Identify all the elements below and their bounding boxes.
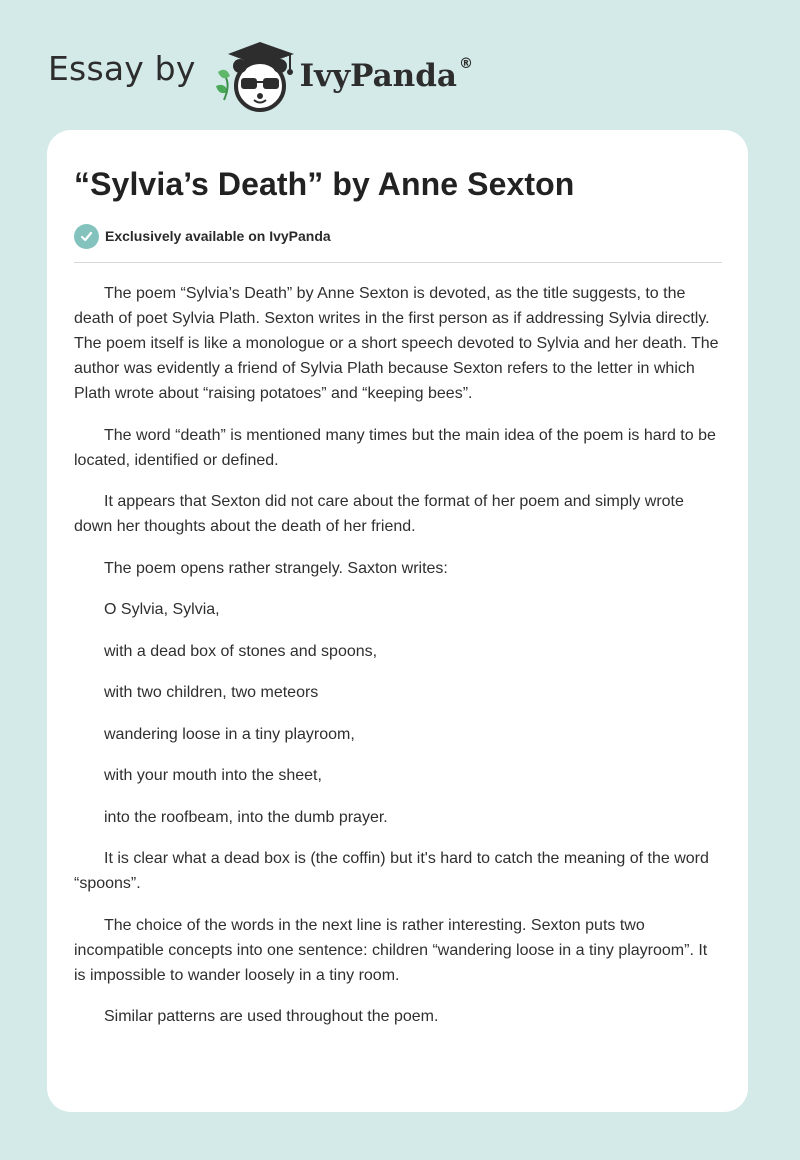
- poem-line: with a dead box of stones and spoons,: [104, 642, 378, 660]
- divider: [74, 262, 722, 263]
- exclusive-badge: [74, 222, 722, 250]
- essay-card: [47, 130, 748, 1112]
- poem-line: wandering loose in a tiny playroom,: [104, 725, 355, 743]
- poem-line: with two children, two meteors: [104, 684, 319, 701]
- poem-line: into the roofbeam, into the dumb prayer.: [104, 808, 388, 826]
- essay-by-label: Essay by: [48, 48, 196, 88]
- poem-line: with your mouth into the sheet,: [104, 767, 322, 784]
- paragraph: The poem opens rather strangely. Saxton writes:: [104, 559, 448, 577]
- paragraph: Similar patterns are used throughout the poem.: [104, 1008, 439, 1025]
- paragraph: The word “death” is mentioned many times but the main idea of the poem is hard to be located, identified or defined.: [74, 426, 716, 469]
- badge-text: Exclusively available on IvyPanda: [105, 228, 331, 244]
- panda-logo-icon[interactable]: [210, 34, 302, 114]
- paragraph: The poem “Sylvia’s Death” by Anne Sexton is devoted, as the title suggests, to the death of poet Sylvia Plath. Sexton writes in the first person as if addressing Sylvia directly. The poem itself is like a monologue or a short speech devoted to Sylvia and her death. The author was evidently a friend of Sylvia Plath because Sexton refers to the letter in which Plath wrote about “raising potatoes” and “keeping bees”.: [74, 285, 719, 402]
- page-title: “Sylvia’s Death” by Anne Sexton: [74, 166, 575, 202]
- essay-body: [74, 281, 722, 1029]
- paragraph: It appears that Sexton did not care about the format of her poem and simply wrote down her thoughts about the death of her friend.: [74, 493, 684, 535]
- check-circle-icon: [74, 224, 99, 249]
- site-header: [48, 34, 473, 114]
- paragraph: The choice of the words in the next line is rather interesting. Sexton puts two incompatible concepts into one sentence: children “wandering loose in a tiny playroom”. It is impossible to wander loosely in a tiny room.: [74, 916, 708, 984]
- brand-name[interactable]: IvyPanda ®: [299, 56, 473, 94]
- poem-line: O Sylvia, Sylvia,: [104, 601, 220, 618]
- paragraph: It is clear what a dead box is (the coffin) but it's hard to catch the meaning of the word “spoons”.: [74, 850, 709, 892]
- trademark-symbol: ®: [458, 56, 473, 72]
